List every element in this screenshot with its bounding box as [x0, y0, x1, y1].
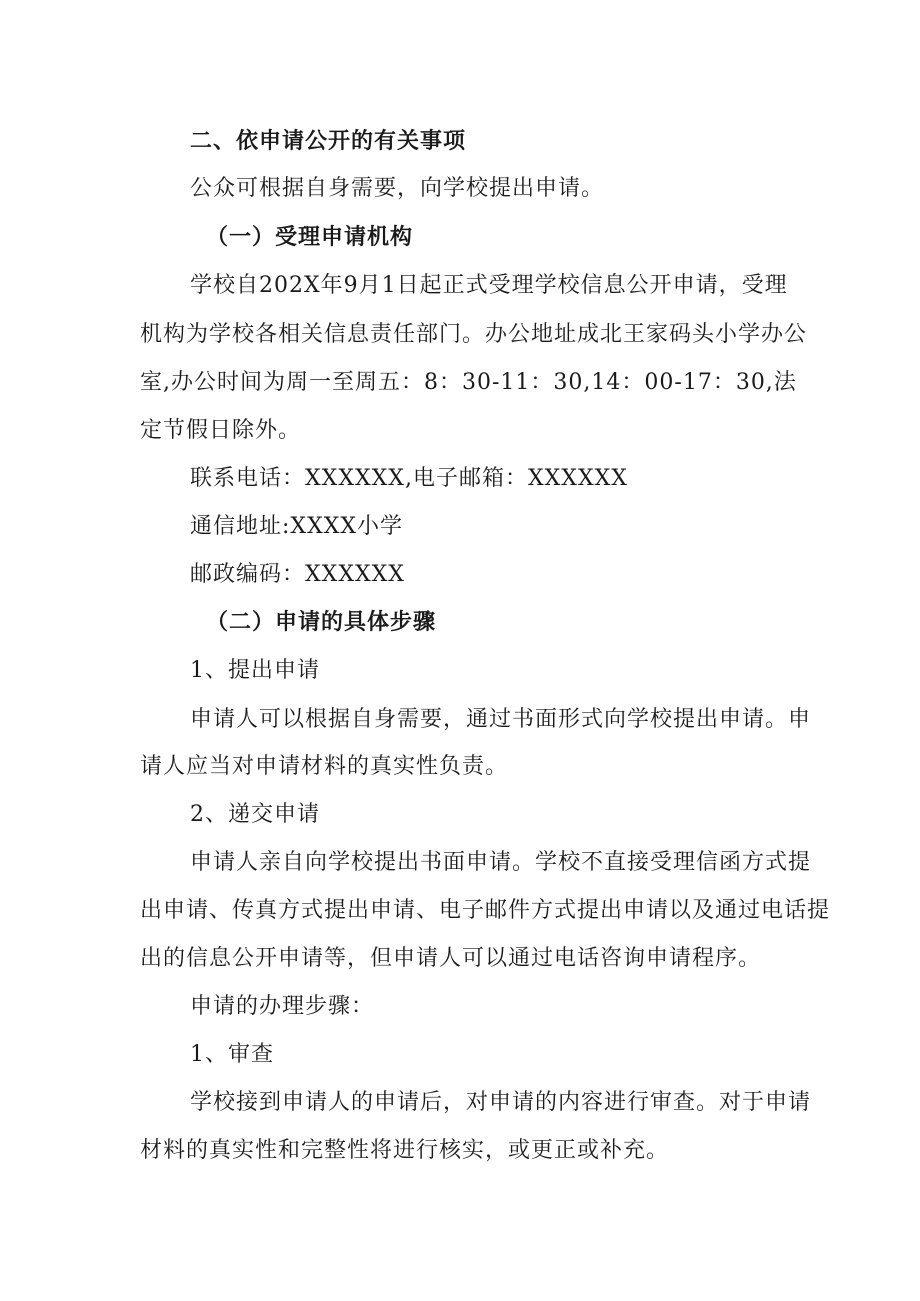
intro-paragraph: 公众可根据自身需要，向学校提出申请。: [190, 176, 605, 201]
subsection-1-paragraph-line: 机构为学校各相关信息责任部门。办公地址成北王家码头小学办公: [140, 322, 808, 347]
step-2-title: 2、递交申请: [190, 802, 320, 827]
review-paragraph-line: 材料的真实性和完整性将进行核实，或更正或补充。: [140, 1138, 670, 1163]
subsection-1-paragraph-line: 定节假日除外。: [140, 418, 302, 443]
postal-code: 邮政编码：XXXXXX: [190, 562, 405, 587]
step-1-title: 1、提出申请: [190, 658, 320, 683]
step-2-paragraph-line: 出的信息公开申请等，但申请人可以通过电话咨询申请程序。: [140, 946, 762, 971]
section-heading: 二、依申请公开的有关事项: [190, 129, 467, 154]
mailing-address: 通信地址:XXXX小学: [190, 514, 404, 539]
review-step-title: 1、审查: [190, 1042, 274, 1067]
process-heading: 申请的办理步骤：: [190, 994, 375, 1019]
subsection-1-heading: （一）受理申请机构: [206, 225, 414, 250]
subsection-1-paragraph-line: 室,办公时间为周一至周五：8：30-11：30,14：00-17：30,法: [140, 370, 797, 395]
step-2-paragraph-line: 出申请、传真方式提出申请、电子邮件方式提出申请以及通过电话提: [140, 898, 831, 923]
step-1-paragraph-line: 申请人可以根据自身需要，通过书面形式向学校提出申请。申: [190, 707, 812, 732]
step-1-paragraph-line: 请人应当对申请材料的真实性负责。: [140, 754, 509, 779]
contact-phone-email: 联系电话：XXXXXX,电子邮箱：XXXXXX: [190, 466, 628, 491]
subsection-2-heading: （二）申请的具体步骤: [206, 610, 437, 635]
subsection-1-paragraph-line: 学校自202X年9月1日起正式受理学校信息公开申请，受理: [190, 273, 788, 298]
step-2-paragraph-line: 申请人亲自向学校提出书面申请。学校不直接受理信函方式提: [190, 850, 812, 875]
review-paragraph-line: 学校接到申请人的申请后，对申请的内容进行审查。对于申请: [190, 1090, 812, 1115]
